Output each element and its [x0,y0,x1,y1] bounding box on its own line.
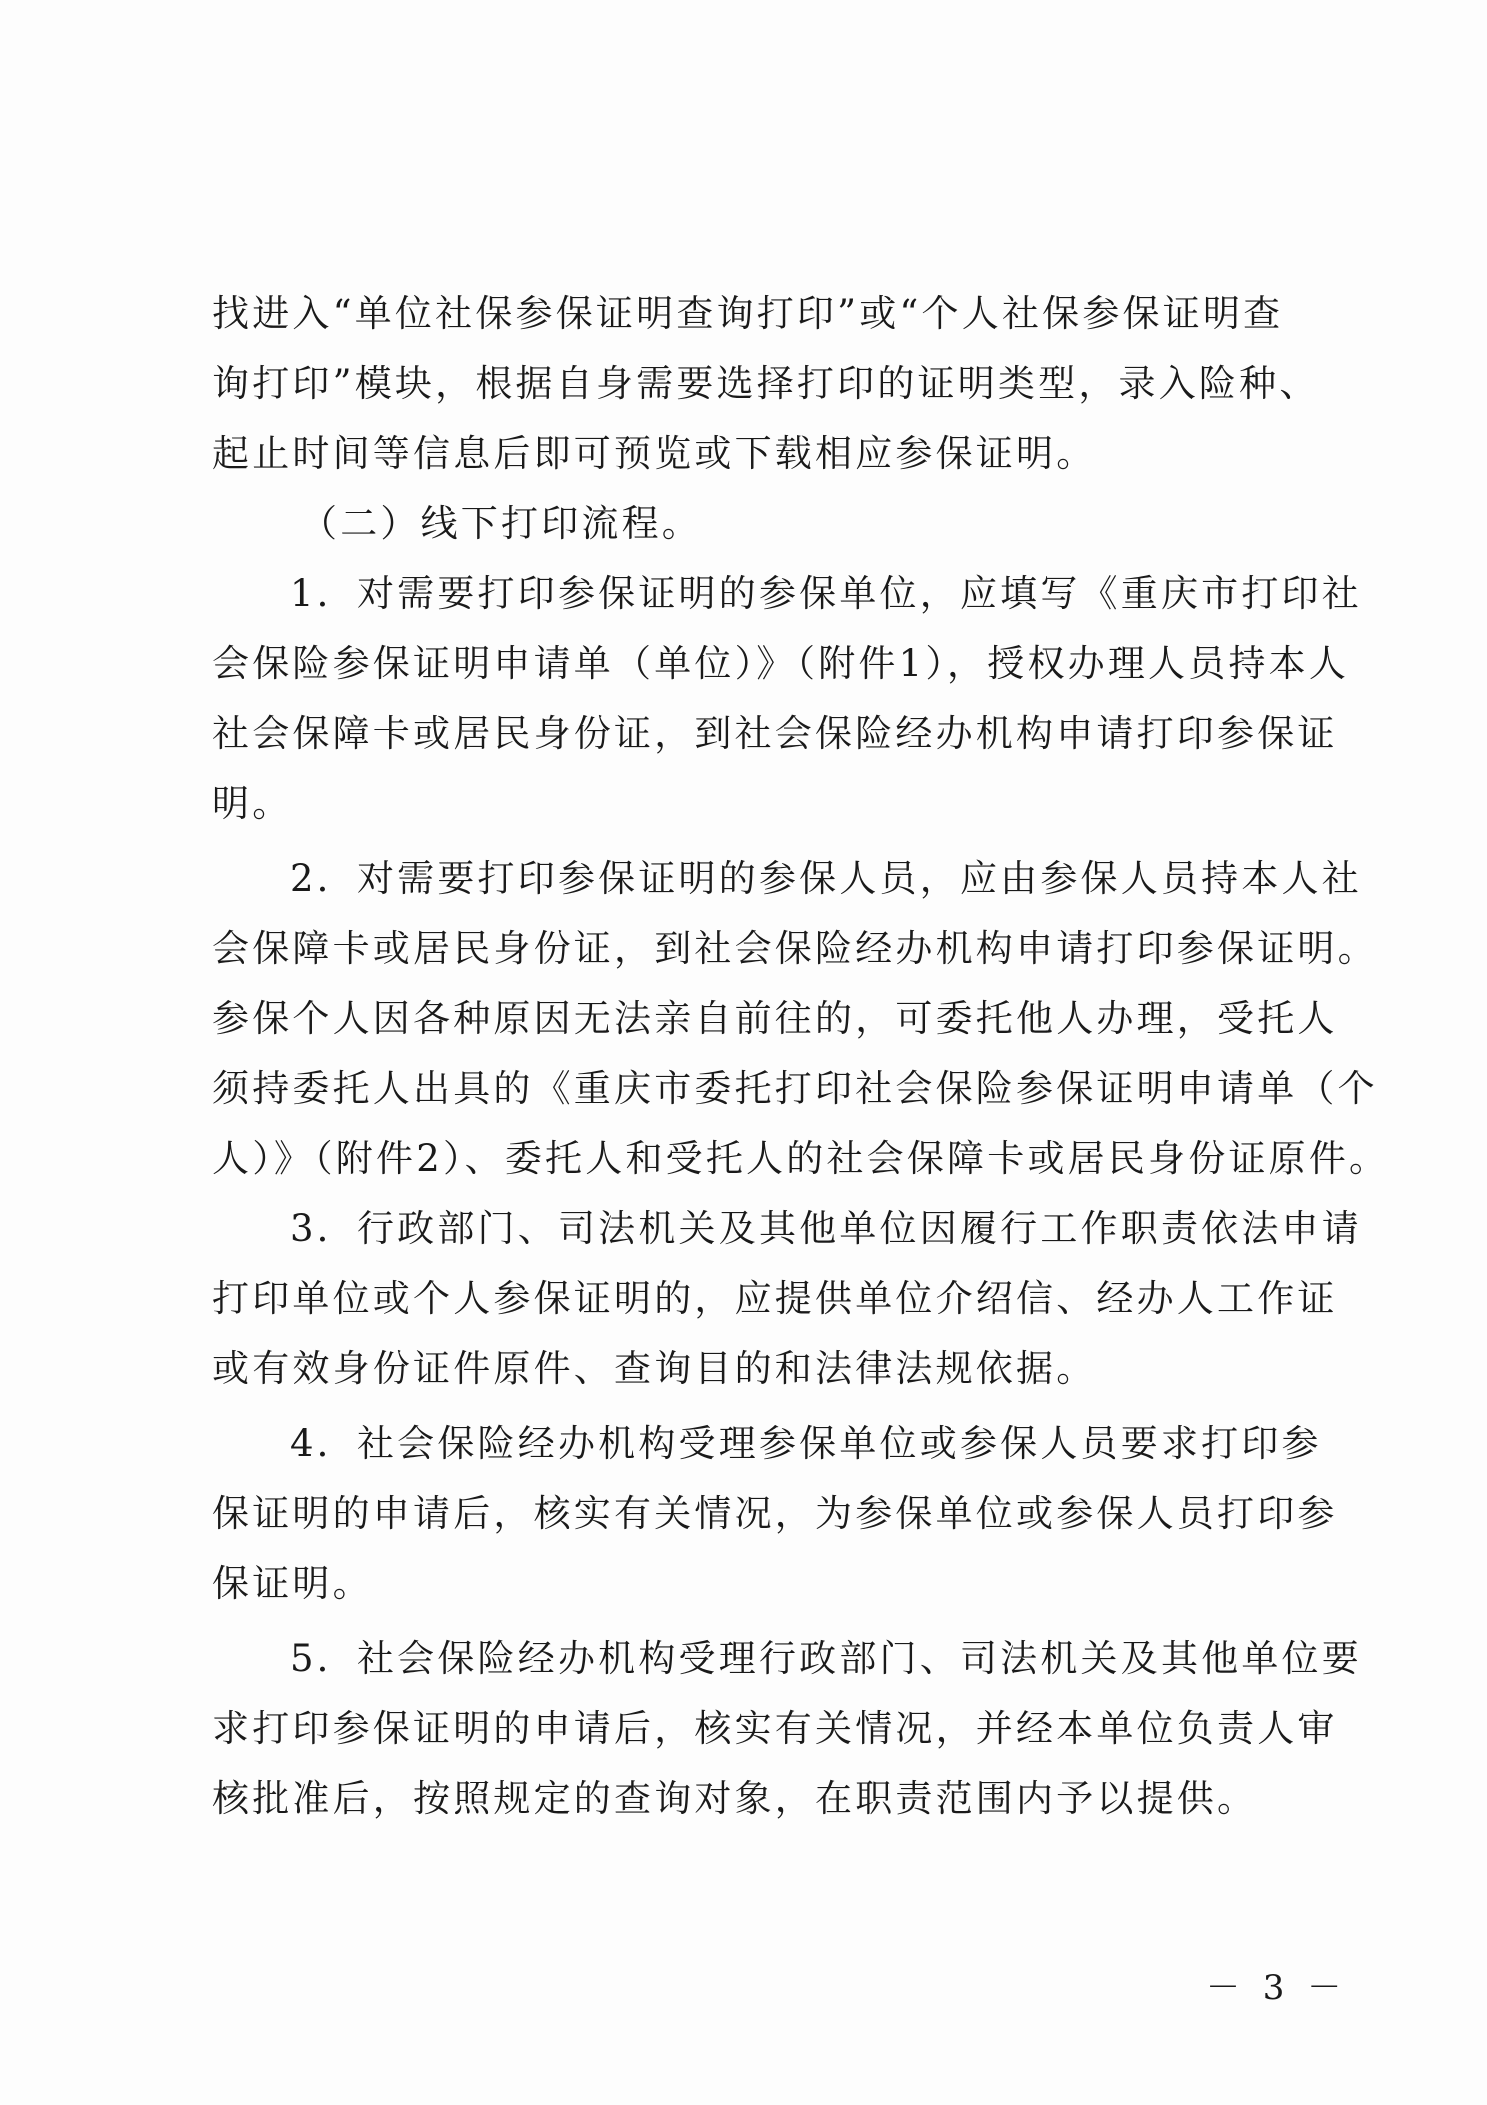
text-line: 找进入“单位社保参保证明查询打印”或“个人社保参保证明查 [212,292,1284,335]
text-line: 会保障卡或居民身份证，到社会保险经办机构申请打印参保证明。 [212,927,1378,970]
text-line: 参保个人因各种原因无法亲自前往的，可委托他人办理，受托人 [212,997,1338,1040]
text-line: 会保险参保证明申请单（单位）》（附件1），授权办理人员持本人 [212,642,1350,685]
text-line: 2．对需要打印参保证明的参保人员，应由参保人员持本人社 [290,857,1362,900]
text-line: 明。 [212,782,293,825]
text-line: 社会保障卡或居民身份证，到社会保险经办机构申请打印参保证 [212,712,1338,755]
text-line: 1．对需要打印参保证明的参保单位，应填写《重庆市打印社 [290,572,1362,615]
text-line: 或有效身份证件原件、查询目的和法律法规依据。 [212,1347,1097,1390]
text-line: 求打印参保证明的申请后，核实有关情况，并经本单位负责人审 [212,1707,1338,1750]
text-line: 保证明的申请后，核实有关情况，为参保单位或参保人员打印参 [212,1492,1338,1535]
text-line: 人）》（附件2）、委托人和受托人的社会保障卡或居民身份证原件。 [212,1137,1390,1180]
text-line: 保证明。 [212,1562,373,1605]
text-line: 核批准后，按照规定的查询对象，在职责范围内予以提供。 [212,1777,1258,1820]
text-line: 5．社会保险经办机构受理行政部门、司法机关及其他单位要 [290,1637,1362,1680]
text-line: 起止时间等信息后即可预览或下载相应参保证明。 [212,432,1097,475]
text-line: 打印单位或个人参保证明的，应提供单位介绍信、经办人工作证 [212,1277,1338,1320]
text-line: 询打印”模块，根据自身需要选择打印的证明类型，录入险种、 [212,362,1320,405]
text-line: 4．社会保险经办机构受理参保单位或参保人员要求打印参 [290,1422,1322,1465]
text-line: 3．行政部门、司法机关及其他单位因履行工作职责依法申请 [290,1207,1362,1250]
page-number: － 3 － [1206,1968,1348,2008]
text-line: 须持委托人出具的《重庆市委托打印社会保险参保证明申请单（个 [212,1067,1378,1110]
section-heading: （二）线下打印流程。 [300,502,702,545]
